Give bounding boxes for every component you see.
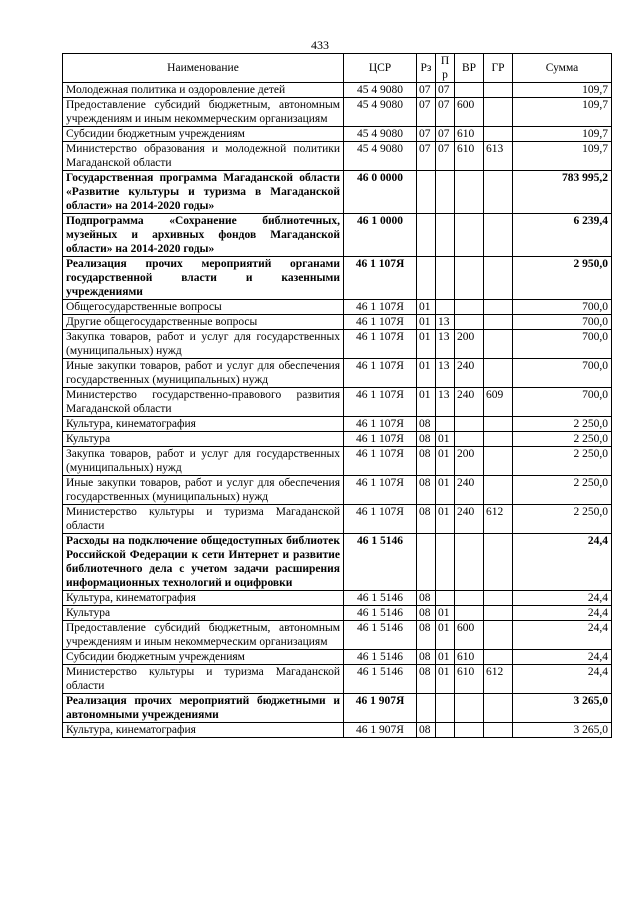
- cell-gr: 612: [484, 505, 513, 534]
- cell-pr: 13: [436, 359, 455, 388]
- table-row: [63, 300, 612, 315]
- table-row: [63, 214, 612, 257]
- header-sum: Сумма: [513, 54, 612, 83]
- table-row: [63, 432, 612, 447]
- cell-name: Культура: [63, 432, 344, 447]
- cell-csr: 46 1 107Я: [344, 505, 417, 534]
- header-gr: ГР: [484, 54, 513, 83]
- cell-pr: 01: [436, 505, 455, 534]
- cell-rz: 07: [417, 98, 436, 127]
- cell-vr: 240: [455, 476, 484, 505]
- cell-csr: 46 1 107Я: [344, 447, 417, 476]
- cell-vr: 600: [455, 98, 484, 127]
- cell-rz: 08: [417, 505, 436, 534]
- cell-pr: 01: [436, 476, 455, 505]
- cell-sum: 24,4: [513, 591, 612, 606]
- cell-name: Министерство образования и молодежной политики Магаданской области: [63, 142, 344, 171]
- cell-gr: [484, 98, 513, 127]
- header-pr: Пр: [436, 54, 455, 83]
- cell-sum: 24,4: [513, 534, 612, 591]
- table-row: [63, 98, 612, 127]
- cell-gr: [484, 330, 513, 359]
- cell-gr: [484, 300, 513, 315]
- cell-gr: [484, 447, 513, 476]
- cell-name: Подпрограмма «Сохранение библиотечных, музейных и архивных фондов Магаданской области» на 2014-2020 годы»: [63, 214, 344, 257]
- cell-name: Расходы на подключение общедоступных библиотек Российской Федерации к сети Интернет и развитие библиотечного дела с учетом задачи расширения информационных технологий и оцифровки: [63, 534, 344, 591]
- cell-csr: 46 1 5146: [344, 621, 417, 650]
- cell-gr: [484, 534, 513, 591]
- cell-name: Молодежная политика и оздоровление детей: [63, 83, 344, 98]
- cell-sum: 24,4: [513, 650, 612, 665]
- cell-name: Министерство культуры и туризма Магаданской области: [63, 505, 344, 534]
- cell-sum: 783 995,2: [513, 171, 612, 214]
- cell-sum: 2 250,0: [513, 476, 612, 505]
- cell-gr: [484, 606, 513, 621]
- table-row: [63, 83, 612, 98]
- cell-vr: 610: [455, 142, 484, 171]
- cell-rz: 08: [417, 621, 436, 650]
- table-row: [63, 665, 612, 694]
- cell-gr: [484, 694, 513, 723]
- cell-csr: 46 1 107Я: [344, 432, 417, 447]
- cell-vr: [455, 214, 484, 257]
- table-row: [63, 257, 612, 300]
- cell-vr: [455, 534, 484, 591]
- cell-rz: [417, 694, 436, 723]
- cell-pr: 01: [436, 665, 455, 694]
- table-row: [63, 359, 612, 388]
- cell-vr: [455, 432, 484, 447]
- cell-sum: 700,0: [513, 330, 612, 359]
- cell-sum: 6 239,4: [513, 214, 612, 257]
- cell-pr: 01: [436, 621, 455, 650]
- table-row: [63, 591, 612, 606]
- cell-sum: 3 265,0: [513, 723, 612, 738]
- cell-sum: 700,0: [513, 300, 612, 315]
- cell-gr: [484, 432, 513, 447]
- cell-name: Другие общегосударственные вопросы: [63, 315, 344, 330]
- header-name: Наименование: [63, 54, 344, 83]
- table-body: [63, 83, 612, 738]
- header-vr: ВР: [455, 54, 484, 83]
- table-row: [63, 694, 612, 723]
- cell-name: Закупка товаров, работ и услуг для государственных (муниципальных) нужд: [63, 330, 344, 359]
- cell-csr: 46 1 107Я: [344, 476, 417, 505]
- table-row: [63, 142, 612, 171]
- cell-csr: 46 1 107Я: [344, 359, 417, 388]
- cell-name: Культура, кинематография: [63, 591, 344, 606]
- table-row: [63, 650, 612, 665]
- cell-rz: 07: [417, 142, 436, 171]
- cell-name: Министерство культуры и туризма Магаданской области: [63, 665, 344, 694]
- cell-pr: [436, 300, 455, 315]
- cell-gr: [484, 214, 513, 257]
- cell-csr: 46 1 107Я: [344, 330, 417, 359]
- cell-name: Министерство государственно-правового развития Магаданской области: [63, 388, 344, 417]
- cell-pr: 01: [436, 606, 455, 621]
- cell-csr: 46 1 107Я: [344, 300, 417, 315]
- cell-gr: [484, 83, 513, 98]
- cell-vr: [455, 83, 484, 98]
- cell-gr: 612: [484, 665, 513, 694]
- cell-rz: 07: [417, 83, 436, 98]
- cell-rz: 08: [417, 606, 436, 621]
- table-row: [63, 505, 612, 534]
- cell-gr: [484, 315, 513, 330]
- cell-name: Субсидии бюджетным учреждениям: [63, 650, 344, 665]
- cell-rz: 07: [417, 127, 436, 142]
- cell-pr: 01: [436, 650, 455, 665]
- cell-vr: 200: [455, 330, 484, 359]
- cell-csr: 46 1 5146: [344, 665, 417, 694]
- cell-gr: [484, 171, 513, 214]
- cell-pr: [436, 171, 455, 214]
- cell-gr: [484, 127, 513, 142]
- cell-sum: 2 250,0: [513, 417, 612, 432]
- cell-csr: 46 1 907Я: [344, 723, 417, 738]
- cell-rz: 01: [417, 388, 436, 417]
- cell-csr: 46 0 0000: [344, 171, 417, 214]
- cell-pr: [436, 214, 455, 257]
- cell-name: Предоставление субсидий бюджетным, автономным учреждениям и иным некоммерческим организациям: [63, 98, 344, 127]
- header-csr: ЦСР: [344, 54, 417, 83]
- cell-csr: 45 4 9080: [344, 83, 417, 98]
- cell-sum: 2 250,0: [513, 447, 612, 476]
- cell-pr: 07: [436, 142, 455, 171]
- cell-csr: 45 4 9080: [344, 142, 417, 171]
- cell-sum: 24,4: [513, 665, 612, 694]
- cell-csr: 46 1 5146: [344, 591, 417, 606]
- cell-sum: 109,7: [513, 127, 612, 142]
- cell-sum: 24,4: [513, 621, 612, 650]
- cell-gr: [484, 257, 513, 300]
- table-row: [63, 330, 612, 359]
- table-row: [63, 127, 612, 142]
- cell-pr: 13: [436, 330, 455, 359]
- cell-csr: 46 1 5146: [344, 606, 417, 621]
- cell-rz: 08: [417, 665, 436, 694]
- cell-vr: [455, 257, 484, 300]
- cell-rz: 08: [417, 476, 436, 505]
- cell-vr: [455, 171, 484, 214]
- cell-name: Культура, кинематография: [63, 417, 344, 432]
- table-row: [63, 606, 612, 621]
- header-rz: Рз: [417, 54, 436, 83]
- cell-sum: 700,0: [513, 315, 612, 330]
- cell-name: Государственная программа Магаданской области «Развитие культуры и туризма в Магаданской области» на 2014-2020 годы»: [63, 171, 344, 214]
- cell-vr: [455, 723, 484, 738]
- cell-vr: [455, 417, 484, 432]
- cell-csr: 45 4 9080: [344, 98, 417, 127]
- cell-name: Культура, кинематография: [63, 723, 344, 738]
- cell-vr: 600: [455, 621, 484, 650]
- cell-sum: 700,0: [513, 388, 612, 417]
- cell-vr: 610: [455, 665, 484, 694]
- cell-rz: 01: [417, 359, 436, 388]
- budget-table: [62, 53, 612, 738]
- table-header-row: [63, 54, 612, 83]
- cell-sum: 24,4: [513, 606, 612, 621]
- cell-csr: 45 4 9080: [344, 127, 417, 142]
- cell-csr: 46 1 5146: [344, 534, 417, 591]
- cell-pr: [436, 417, 455, 432]
- cell-name: Общегосударственные вопросы: [63, 300, 344, 315]
- cell-gr: [484, 359, 513, 388]
- cell-gr: [484, 591, 513, 606]
- cell-vr: [455, 694, 484, 723]
- cell-pr: [436, 534, 455, 591]
- page-number: 433: [311, 38, 329, 52]
- cell-csr: 46 1 0000: [344, 214, 417, 257]
- cell-csr: 46 1 107Я: [344, 417, 417, 432]
- cell-rz: 08: [417, 723, 436, 738]
- cell-vr: [455, 300, 484, 315]
- cell-pr: 01: [436, 432, 455, 447]
- cell-vr: 610: [455, 650, 484, 665]
- cell-vr: [455, 606, 484, 621]
- cell-pr: [436, 723, 455, 738]
- cell-pr: [436, 257, 455, 300]
- cell-vr: 610: [455, 127, 484, 142]
- cell-rz: 08: [417, 447, 436, 476]
- table-row: [63, 417, 612, 432]
- cell-vr: [455, 591, 484, 606]
- cell-name: Закупка товаров, работ и услуг для государственных (муниципальных) нужд: [63, 447, 344, 476]
- cell-name: Субсидии бюджетным учреждениям: [63, 127, 344, 142]
- cell-rz: [417, 171, 436, 214]
- cell-pr: 07: [436, 83, 455, 98]
- cell-sum: 700,0: [513, 359, 612, 388]
- cell-sum: 2 950,0: [513, 257, 612, 300]
- cell-gr: [484, 650, 513, 665]
- cell-sum: 2 250,0: [513, 432, 612, 447]
- cell-gr: 609: [484, 388, 513, 417]
- cell-pr: [436, 591, 455, 606]
- cell-vr: 200: [455, 447, 484, 476]
- cell-rz: 08: [417, 432, 436, 447]
- cell-gr: [484, 621, 513, 650]
- cell-rz: 08: [417, 650, 436, 665]
- cell-name: Иные закупки товаров, работ и услуг для обеспечения государственных (муниципальных) нужд: [63, 359, 344, 388]
- cell-rz: 08: [417, 417, 436, 432]
- cell-rz: [417, 534, 436, 591]
- cell-pr: 13: [436, 315, 455, 330]
- cell-name: Реализация прочих мероприятий органами государственной власти и казенными учреждениями: [63, 257, 344, 300]
- cell-sum: 109,7: [513, 142, 612, 171]
- cell-csr: 46 1 107Я: [344, 257, 417, 300]
- table-row: [63, 534, 612, 591]
- cell-sum: 109,7: [513, 83, 612, 98]
- cell-pr: [436, 694, 455, 723]
- cell-pr: 07: [436, 98, 455, 127]
- cell-vr: 240: [455, 388, 484, 417]
- cell-pr: 07: [436, 127, 455, 142]
- table-row: [63, 447, 612, 476]
- cell-csr: 46 1 107Я: [344, 315, 417, 330]
- table-row: [63, 621, 612, 650]
- cell-gr: [484, 723, 513, 738]
- cell-pr: 01: [436, 447, 455, 476]
- cell-sum: 3 265,0: [513, 694, 612, 723]
- cell-name: Культура: [63, 606, 344, 621]
- cell-gr: [484, 417, 513, 432]
- cell-sum: 2 250,0: [513, 505, 612, 534]
- table-row: [63, 476, 612, 505]
- cell-gr: [484, 476, 513, 505]
- table-row: [63, 388, 612, 417]
- table-row: [63, 723, 612, 738]
- cell-rz: 01: [417, 315, 436, 330]
- cell-gr: 613: [484, 142, 513, 171]
- cell-pr: 13: [436, 388, 455, 417]
- table-row: [63, 315, 612, 330]
- cell-rz: 01: [417, 300, 436, 315]
- cell-vr: 240: [455, 359, 484, 388]
- cell-rz: [417, 257, 436, 300]
- cell-csr: 46 1 107Я: [344, 388, 417, 417]
- cell-sum: 109,7: [513, 98, 612, 127]
- cell-name: Иные закупки товаров, работ и услуг для обеспечения государственных (муниципальных) нужд: [63, 476, 344, 505]
- cell-rz: 08: [417, 591, 436, 606]
- cell-rz: 01: [417, 330, 436, 359]
- cell-rz: [417, 214, 436, 257]
- cell-vr: 240: [455, 505, 484, 534]
- cell-vr: [455, 315, 484, 330]
- cell-csr: 46 1 907Я: [344, 694, 417, 723]
- table-row: [63, 171, 612, 214]
- cell-name: Реализация прочих мероприятий бюджетными и автономными учреждениями: [63, 694, 344, 723]
- cell-csr: 46 1 5146: [344, 650, 417, 665]
- cell-name: Предоставление субсидий бюджетным, автономным учреждениям и иным некоммерческим организациям: [63, 621, 344, 650]
